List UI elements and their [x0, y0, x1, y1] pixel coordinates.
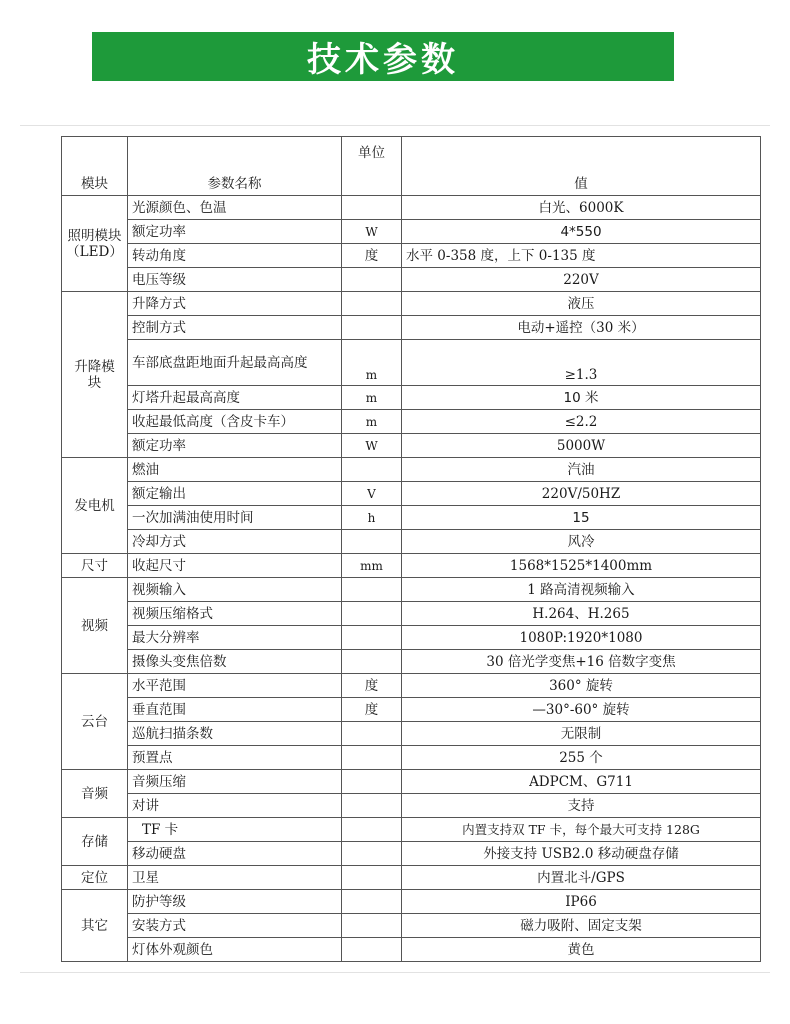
header-value: 值 [402, 137, 761, 196]
param-unit: W [342, 434, 402, 458]
module-lighting: 照明模块（LED） [62, 196, 128, 292]
param-unit [342, 292, 402, 316]
param-value: H.264、H.265 [402, 602, 761, 626]
param-unit [342, 196, 402, 220]
param-value: —30°-60° 旋转 [402, 698, 761, 722]
param-unit [342, 268, 402, 292]
param-value: ≥1.3 [402, 340, 761, 386]
param-unit [342, 914, 402, 938]
param-name: 冷却方式 [128, 530, 342, 554]
table-row [62, 530, 761, 554]
param-value: 外接支持 USB2.0 移动硬盘存储 [402, 842, 761, 866]
param-value: 内置北斗/GPS [402, 866, 761, 890]
table-row [62, 938, 761, 962]
param-unit [342, 938, 402, 962]
param-name: 光源颜色、色温 [128, 196, 342, 220]
param-name: 防护等级 [128, 890, 342, 914]
header-module: 模块 [62, 137, 128, 196]
param-value: 10 米 [402, 386, 761, 410]
module-location: 定位 [62, 866, 128, 890]
param-value: 磁力吸附、固定支架 [402, 914, 761, 938]
table-row [62, 578, 761, 602]
param-unit [342, 794, 402, 818]
param-value: 220V [402, 268, 761, 292]
param-value: ≤2.2 [402, 410, 761, 434]
param-unit [342, 770, 402, 794]
param-value: 255 个 [402, 746, 761, 770]
param-name: 额定功率 [128, 434, 342, 458]
param-value: 5000W [402, 434, 761, 458]
param-name: 预置点 [128, 746, 342, 770]
param-unit [342, 626, 402, 650]
param-value: 液压 [402, 292, 761, 316]
spec-table [61, 136, 761, 962]
table-row [62, 914, 761, 938]
page-title: 技术参数 [307, 40, 459, 80]
table-row [62, 746, 761, 770]
param-name: 转动角度 [128, 244, 342, 268]
table-row [62, 220, 761, 244]
param-name: 最大分辨率 [128, 626, 342, 650]
table-row [62, 722, 761, 746]
param-name: 对讲 [128, 794, 342, 818]
table-row [62, 458, 761, 482]
param-value: 30 倍光学变焦+16 倍数字变焦 [402, 650, 761, 674]
param-name: 摄像头变焦倍数 [128, 650, 342, 674]
table-row [62, 340, 761, 386]
param-name: TF 卡 [128, 818, 342, 842]
table-row [62, 890, 761, 914]
module-ptz: 云台 [62, 674, 128, 770]
param-name: 一次加满油使用时间 [128, 506, 342, 530]
param-name: 视频输入 [128, 578, 342, 602]
param-unit [342, 890, 402, 914]
param-value: 黄色 [402, 938, 761, 962]
param-unit [342, 746, 402, 770]
module-storage: 存储 [62, 818, 128, 866]
table-row [62, 698, 761, 722]
param-unit: 度 [342, 244, 402, 268]
table-row [62, 434, 761, 458]
param-name: 安装方式 [128, 914, 342, 938]
param-name: 灯塔升起最高高度 [128, 386, 342, 410]
module-video: 视频 [62, 578, 128, 674]
param-name: 巡航扫描条数 [128, 722, 342, 746]
table-row [62, 674, 761, 698]
param-value: IP66 [402, 890, 761, 914]
param-name: 额定功率 [128, 220, 342, 244]
table-row [62, 866, 761, 890]
table-row [62, 506, 761, 530]
param-name: 收起尺寸 [128, 554, 342, 578]
param-value: 支持 [402, 794, 761, 818]
param-value: 水平 0-358 度，上下 0-135 度 [402, 244, 761, 268]
param-unit: m [342, 410, 402, 434]
table-row [62, 316, 761, 340]
param-value: 220V/50HZ [402, 482, 761, 506]
param-unit [342, 866, 402, 890]
table-row [62, 410, 761, 434]
param-unit [342, 818, 402, 842]
table-row [62, 818, 761, 842]
param-name: 水平范围 [128, 674, 342, 698]
param-unit [342, 578, 402, 602]
param-value: 电动+遥控（30 米） [402, 316, 761, 340]
param-unit [342, 316, 402, 340]
param-value: 1 路高清视频输入 [402, 578, 761, 602]
param-unit: W [342, 220, 402, 244]
param-unit [342, 650, 402, 674]
table-row [62, 602, 761, 626]
table-row [62, 650, 761, 674]
divider-top [20, 125, 770, 126]
module-audio: 音频 [62, 770, 128, 818]
param-unit [342, 602, 402, 626]
param-unit: h [342, 506, 402, 530]
header-unit: 单位 [342, 137, 402, 196]
table-row [62, 244, 761, 268]
header-name: 参数名称 [128, 137, 342, 196]
param-value: 360° 旋转 [402, 674, 761, 698]
table-row [62, 482, 761, 506]
param-unit [342, 842, 402, 866]
param-unit [342, 722, 402, 746]
param-name: 移动硬盘 [128, 842, 342, 866]
module-lift: 升降模块 [62, 292, 128, 458]
param-value: 无限制 [402, 722, 761, 746]
param-unit: m [342, 386, 402, 410]
param-value: 白光、6000K [402, 196, 761, 220]
title-banner [92, 32, 674, 81]
param-name: 收起最低高度（含皮卡车） [128, 410, 342, 434]
divider-bottom [20, 972, 770, 973]
param-value: ADPCM、G711 [402, 770, 761, 794]
param-value: 1568*1525*1400mm [402, 554, 761, 578]
param-name: 车部底盘距地面升起最高高度 [128, 340, 342, 386]
param-name: 音频压缩 [128, 770, 342, 794]
table-row [62, 626, 761, 650]
table-row [62, 794, 761, 818]
param-unit [342, 458, 402, 482]
table-header-row [62, 137, 761, 196]
param-unit: 度 [342, 698, 402, 722]
param-unit: m [342, 340, 402, 386]
module-generator: 发电机 [62, 458, 128, 554]
param-value: 15 [402, 506, 761, 530]
param-name: 灯体外观颜色 [128, 938, 342, 962]
param-unit [342, 530, 402, 554]
param-name: 卫星 [128, 866, 342, 890]
param-value: 4*550 [402, 220, 761, 244]
param-unit: V [342, 482, 402, 506]
param-name: 额定输出 [128, 482, 342, 506]
param-value: 1080P:1920*1080 [402, 626, 761, 650]
table-row [62, 842, 761, 866]
param-name: 视频压缩格式 [128, 602, 342, 626]
param-name: 升降方式 [128, 292, 342, 316]
table-row [62, 268, 761, 292]
module-size: 尺寸 [62, 554, 128, 578]
param-value: 风冷 [402, 530, 761, 554]
table-row [62, 386, 761, 410]
module-other: 其它 [62, 890, 128, 962]
param-unit: 度 [342, 674, 402, 698]
table-row [62, 770, 761, 794]
table-row [62, 292, 761, 316]
table-row [62, 196, 761, 220]
param-value: 汽油 [402, 458, 761, 482]
param-name: 垂直范围 [128, 698, 342, 722]
param-name: 燃油 [128, 458, 342, 482]
param-value: 内置支持双 TF 卡，每个最大可支持 128G [402, 818, 761, 842]
param-name: 控制方式 [128, 316, 342, 340]
param-unit: mm [342, 554, 402, 578]
param-name: 电压等级 [128, 268, 342, 292]
table-row [62, 554, 761, 578]
